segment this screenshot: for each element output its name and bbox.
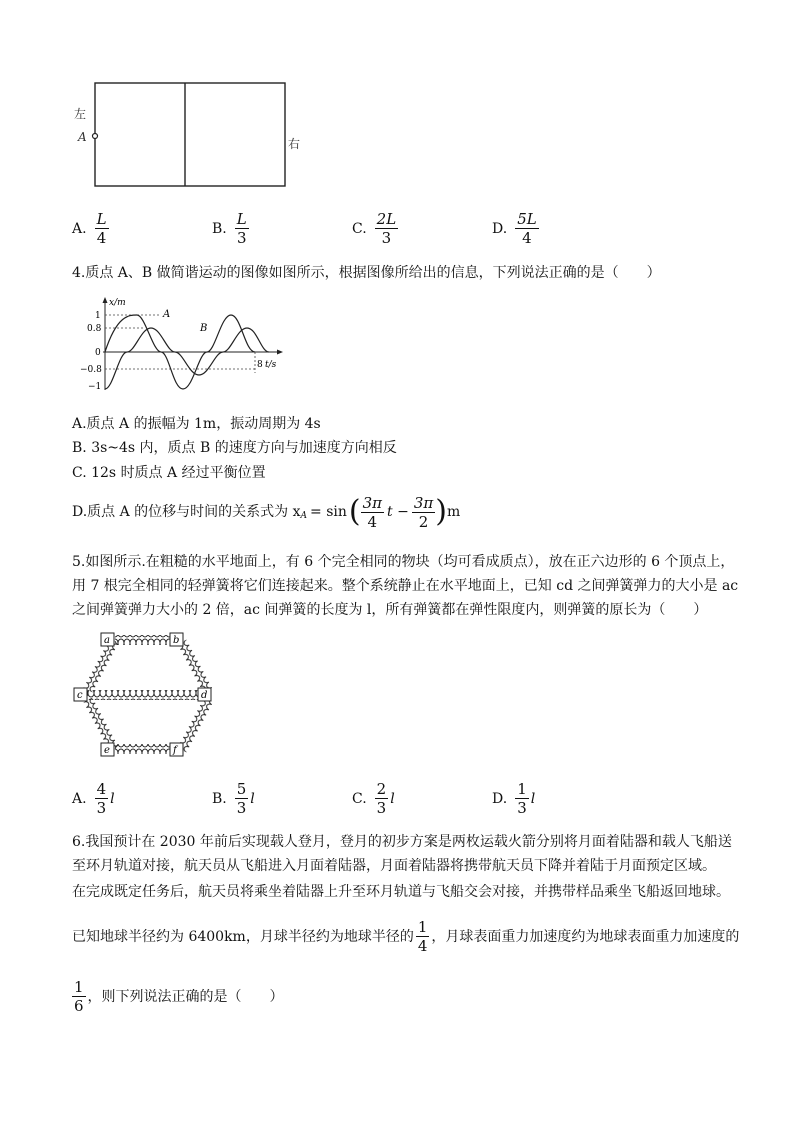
fraction: $\frac{1}{3}$ (517, 780, 527, 817)
q6-line-4-post: ，月球表面重力加速度约为地球表面重力加速度的 (431, 928, 740, 945)
option-tail: l (530, 790, 536, 807)
q6-line-4-pre: 已知地球半径约为 6400km，月球半径约为地球半径的 (72, 928, 414, 945)
option-tail: l (110, 790, 115, 807)
option-d-mid: t − (387, 504, 409, 520)
fraction: $\frac{5}{3}$ (236, 780, 247, 817)
hexagon-spring-figure (70, 628, 215, 763)
q5-line-3: 之间弹簧弹力大小的 2 倍，ac 间弹簧的长度为 l，所有弹簧都在弹性限度内，则弹簧的原长为（ ） (72, 602, 708, 618)
option-tail: l (250, 790, 255, 807)
block-e: e (104, 745, 110, 756)
q3-option-a[interactable] (72, 210, 109, 247)
curve-a-label: A (163, 309, 171, 320)
option-d-subscript: A (300, 511, 308, 521)
option-letter: C. (352, 790, 367, 807)
y-tick-0: 0 (95, 348, 101, 358)
q5-option-c[interactable] (352, 780, 395, 817)
curve-b-label: B (200, 323, 208, 334)
option-letter: D. (492, 790, 508, 807)
circuit-figure (70, 78, 310, 193)
option-letter: D. (492, 220, 508, 237)
q6-line-1: 6.我国预计在 2030 年前后实现载人登月，登月的初步方案是两枚运载火箭分别将月面着陆器和载人飞船送 (72, 834, 732, 850)
y-tick-0.8: 0.8 (87, 324, 102, 334)
block-d: d (201, 690, 208, 701)
q6-line-2: 至环月轨道对接，航天员从飞船进入月面着陆器，月面着陆器将携带航天员下降并着陆于月面预定区域。 (72, 858, 716, 874)
point-a-label: A (78, 130, 87, 144)
q6-line-4 (72, 918, 739, 955)
q5-option-d[interactable] (492, 780, 535, 817)
left-label: 左 (74, 107, 87, 121)
y-tick-neg1: −1 (88, 382, 102, 392)
q5-line-1: 5.如图所示.在粗糙的水平地面上，有 6 个完全相同的物块（均可看成质点），放在正六边形的 6 个顶点上， (72, 554, 735, 570)
block-a: a (104, 635, 110, 646)
right-label: 右 (288, 137, 301, 151)
q4-option-d[interactable] (72, 492, 460, 532)
q4-option-c[interactable]: C. 12s 时质点 A 经过平衡位置 (72, 465, 266, 481)
q3-option-d[interactable] (492, 210, 539, 247)
q6-line-5-post: ，则下列说法正确的是（ ） (87, 988, 284, 1005)
q5-option-b[interactable] (212, 780, 255, 817)
q3-options (72, 210, 752, 250)
x-tick-8: 8 (257, 360, 263, 370)
q4-stem: 4.质点 A、B 做简谐运动的图像如图所示，根据图像所给出的信息，下列说法正确的是（ ） (72, 265, 661, 281)
option-letter: B. (212, 220, 227, 237)
block-f: f (173, 745, 177, 756)
fraction: $\frac{5L}{4}$ (517, 210, 537, 247)
option-d-prefix: D.质点 A 的位移与时间的关系式为 x (72, 504, 301, 520)
fraction: $\frac{L}{4}$ (96, 210, 107, 247)
q5-line-2: 用 7 根完全相同的轻弹簧将它们连接起来。整个系统静止在水平地面上，已知 cd 之间弹簧弹力的大小是 ac (72, 578, 739, 594)
option-letter: B. (212, 790, 227, 807)
oscillation-graph (75, 295, 290, 395)
q6-line-3: 在完成既定任务后，航天员将乘坐着陆器上升至环月轨道与飞船交会对接，并携带样品乘坐飞船返回地球。 (72, 884, 730, 900)
fraction: $\frac{2L}{3}$ (376, 210, 397, 247)
fraction-1-6: $\frac{1}{6}$ (74, 978, 84, 1015)
y-tick-neg0.8: −0.8 (80, 365, 102, 375)
option-letter: A. (72, 790, 87, 807)
fraction: $\frac{2}{3}$ (376, 780, 387, 817)
fraction-3pi-2: $\frac{3\pi}{2}$ (413, 493, 434, 531)
x-axis-label: t/s (265, 360, 277, 370)
option-letter: C. (352, 220, 367, 237)
q4-option-a[interactable]: A.质点 A 的振幅为 1m，振动周期为 4s (72, 416, 321, 432)
block-b: b (173, 635, 180, 646)
y-axis-label: x/m (109, 298, 126, 308)
q3-option-b[interactable] (212, 210, 249, 247)
q6-line-5 (72, 978, 284, 1015)
y-tick-1: 1 (95, 311, 101, 321)
q5-options (72, 780, 752, 820)
option-letter: A. (72, 220, 87, 237)
q4-option-b[interactable]: B. 3s~4s 内，质点 B 的速度方向与加速度方向相反 (72, 440, 397, 456)
fraction-3pi-4: $\frac{3\pi}{4}$ (362, 493, 383, 531)
fraction-1-4: $\frac{1}{4}$ (417, 918, 428, 955)
right-paren: ) (435, 494, 447, 529)
fraction: $\frac{L}{3}$ (236, 210, 247, 247)
option-tail: l (390, 790, 395, 807)
q3-option-c[interactable] (352, 210, 398, 247)
fraction: $\frac{4}{3}$ (96, 780, 107, 817)
option-d-unit: m (446, 504, 461, 520)
q5-option-a[interactable] (72, 780, 115, 817)
option-d-eq: = sin (310, 504, 347, 520)
block-c: c (77, 690, 83, 701)
left-paren: ( (348, 494, 361, 529)
